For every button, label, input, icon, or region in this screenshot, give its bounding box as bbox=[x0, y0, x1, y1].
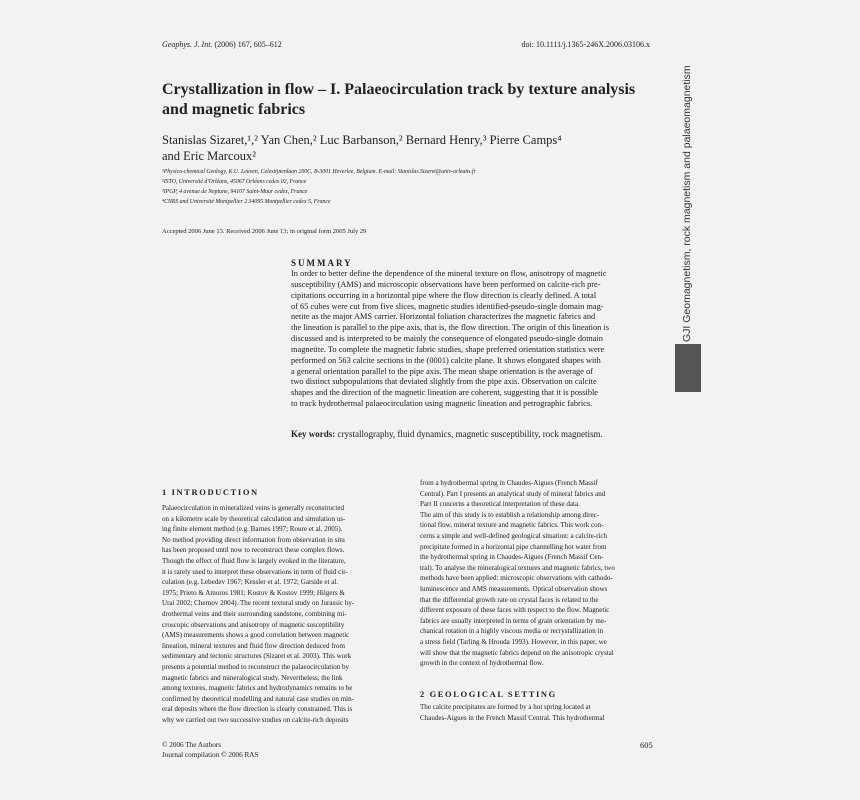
text-line: croscopic observations and anisotropy of magnetic susceptibility bbox=[162, 620, 345, 629]
summary-line: magnetite. To complete the magnetic fabric studies, shape preferred orientation statistics were bbox=[291, 344, 605, 354]
keywords-label: Key words: bbox=[291, 429, 336, 439]
geological-setting-text bbox=[420, 702, 656, 723]
text-line: the hydrothermal spring in Chaudes-Aigues (French Massif Cen- bbox=[420, 553, 604, 562]
text-line: will show that the magnetic fabrics depend on the anisotropic crystal bbox=[420, 648, 614, 657]
text-line: tral). To analyse the mineralogical textures and magnetic fabrics, two bbox=[420, 563, 615, 572]
text-line: No method providing direct information from observation in situ bbox=[162, 535, 345, 544]
text-line: drothermal veins and their surrounding sandstone, combining mi- bbox=[162, 609, 347, 618]
text-line: fabrics are usually interpreted in terms of grain orientation by me- bbox=[420, 616, 607, 625]
summary-line: to track hydrothermal palaeocirculation using magnetic lineation and petrographic fabrics. bbox=[291, 399, 593, 409]
text-line: among textures, magnetic fabrics and hydrodynamics remains to be bbox=[162, 684, 353, 693]
affiliation: ²ISTO, Université d'Orléans, 45067 Orléans cedex 02, France bbox=[162, 179, 307, 185]
text-line: Palaeocirculation in mineralized veins is generally reconstructed bbox=[162, 504, 344, 512]
summary-line: discussed and is interpreted to be mainly the consequence of elongated pseudo-single domain bbox=[291, 334, 603, 344]
text-line: culation (e.g. Lebedev 1967; Kessler et al. 1972; Garside et al. bbox=[162, 578, 339, 587]
footer-line: © 2006 The Authors bbox=[162, 741, 222, 749]
summary-heading: SUMMARY bbox=[291, 258, 353, 268]
summary-line: susceptibility (AMS) and microscopic observations have been performed on calcite-rich pre- bbox=[291, 279, 601, 289]
affiliation: ³IPGP, 4 avenue de Neptune, 94107 Saint-Maur cedex, France bbox=[162, 189, 308, 195]
text-line: tional flow, mineral texture and magnetic fabrics. This work con- bbox=[420, 521, 604, 530]
summary-line: netite as the major AMS carrier. Horizontal foliation characterizes the magnetic fabrics and bbox=[291, 312, 596, 322]
summary-text bbox=[291, 269, 657, 410]
summary-line: two distinct subpopulations that deviated slightly from the pipe axis. Observation on calcite bbox=[291, 377, 597, 387]
author-line: Stanislas Sizaret,¹,² Yan Chen,² Luc Barbanson,² Bernard Henry,³ Pierre Camps⁴ bbox=[162, 133, 562, 147]
journal-name: Geophys. J. Int. bbox=[162, 40, 213, 49]
text-line: 1975; Prieto & Amoros 1981; Kostov & Kostov 1999; Hilgers & bbox=[162, 588, 345, 597]
affiliation: ⁴CNRS and Université Montpellier 2 34095 Montpellier cedex 5, France bbox=[162, 199, 331, 205]
text-line: confirmed by theoretical modelling and natural case studies on min- bbox=[162, 694, 354, 703]
text-line: The aim of this study is to establish a relationship among direc- bbox=[420, 510, 600, 519]
doi: doi: 10.1111/j.1365-246X.2006.03106.x bbox=[521, 40, 650, 49]
keywords bbox=[291, 429, 603, 439]
section-heading-geological-setting: 2 GEOLOGICAL SETTING bbox=[420, 689, 557, 699]
text-line: chanical rotation in a highly viscous media or recrystallization in bbox=[420, 627, 603, 636]
text-line: different exposure of these faces with respect to the flow. Magnetic bbox=[420, 606, 610, 615]
author-line: and Eric Marcoux² bbox=[162, 149, 256, 163]
page-number: 605 bbox=[640, 740, 653, 750]
text-line: growth in the context of hydrothermal flow. bbox=[420, 659, 544, 668]
text-line: why we carried out two successive studies on calcite-rich deposits bbox=[162, 715, 349, 724]
text-line: magnetic fabrics and mineralogical study. Nevertheless, the link bbox=[162, 673, 343, 682]
text-line: eral deposits where the flow direction is clearly constrained. This is bbox=[162, 705, 353, 714]
text-line: cerns a simple and well-defined geological situation: a calcite-rich bbox=[420, 531, 608, 540]
journal-section-sidebar bbox=[675, 52, 701, 342]
accepted-date: Accepted 2006 June 13. Received 2006 June 13; in original form 2005 July 29 bbox=[162, 228, 367, 235]
text-line: (AMS) measurements shows a good correlation between magnetic bbox=[162, 631, 350, 640]
sidebar-label: GJI Geomagnetism, rock magnetism and palaeomagnetism bbox=[681, 65, 693, 342]
text-line: sedimentary and tectonic structures (Sizaret et al. 2003). This work bbox=[162, 652, 352, 661]
summary-line: of 65 cubes were cut from five slices, magnetic studies identified-pseudo-single domain mag- bbox=[291, 301, 604, 311]
summary-line: shapes and the direction of the magnetic lineation are coherent, suggesting that it is possible bbox=[291, 388, 599, 398]
column-two-text bbox=[420, 478, 656, 669]
sidebar-tab-block bbox=[675, 344, 701, 392]
text-line: it is rarely used to interpret these observations in term of fluid cir- bbox=[162, 567, 348, 576]
keywords-value: crystallography, fluid dynamics, magnetic susceptibility, rock magnetism. bbox=[337, 429, 603, 439]
text-line: Part II concerns a theoretical interpretation of these data. bbox=[420, 500, 580, 509]
text-line: presents a potential method to reconstruct the palaeocirculation by bbox=[162, 662, 350, 671]
title-line: Crystallization in flow – I. Palaeocirculation track by texture analysis bbox=[162, 81, 636, 98]
text-line: The calcite precipitates are formed by a hot spring located at bbox=[420, 703, 591, 711]
text-line: Though the effect of fluid flow is largely evoked in the literature, bbox=[162, 556, 346, 565]
text-line: a stress field (Tarling & Hrouda 1993). However, in this paper, we bbox=[420, 637, 607, 646]
section-heading-introduction: 1 INTRODUCTION bbox=[162, 487, 259, 497]
copyright-footer bbox=[162, 740, 259, 760]
text-line: luminescence and AMS measurements. Optical observation shows bbox=[420, 584, 608, 593]
summary-line: cipitations occurring in a horizontal pipe where the flow direction is clearly defined. A total bbox=[291, 290, 597, 300]
author-list bbox=[162, 132, 662, 164]
affiliations bbox=[162, 167, 662, 207]
text-line: lineation, mineral textures and fluid flow direction deduced from bbox=[162, 641, 345, 650]
text-line: from a hydrothermal spring in Chaudes-Aigues (French Massif bbox=[420, 479, 598, 487]
paper-title bbox=[162, 80, 662, 120]
summary-line: In order to better define the dependence of the mineral texture on flow, anisotropy of magnetic bbox=[291, 269, 607, 278]
affiliation: ¹Physico-chemical Geology, K.U. Leuven, Celestijnenlaan 200C, B-3001 Heverlee, Belgium. E-mail: Stanislas.Sizaret@univ-orleans.fr bbox=[162, 169, 476, 175]
summary-line: performed on 563 calcite sections in the (0001) calcite plane. It shows elongated shapes with bbox=[291, 355, 601, 365]
text-line: precipitate formed in a horizontal pipe channelling hot water from bbox=[420, 542, 607, 551]
text-line: that the differential growth rate on crystal faces is related to the bbox=[420, 595, 599, 604]
text-line: Central). Part I presents an analytical study of mineral fabrics and bbox=[420, 489, 606, 498]
summary-line: the lineation is parallel to the pipe axis, that is, the flow direction. The origin of this lineation is bbox=[291, 323, 609, 333]
footer-line: Journal compilation © 2006 RAS bbox=[162, 751, 259, 759]
text-line: has been proposed until now to reconstruct these complex flows. bbox=[162, 546, 345, 555]
text-line: Urai 2002; Chernov 2004). The recent textural study on Jurassic hy- bbox=[162, 599, 355, 608]
summary-line: a general orientation parallel to the pipe axis. The mean shape orientation is the average of bbox=[291, 366, 593, 376]
text-line: methods have been applied: microscopic observations with cathodo- bbox=[420, 574, 613, 583]
text-line: ing finite element method (e.g. Barnes 1997; Roure et al. 2005). bbox=[162, 525, 343, 534]
journal-citation bbox=[162, 40, 282, 49]
introduction-text bbox=[162, 503, 410, 725]
text-line: Chaudes-Aigues in the French Massif Central. This hydrothermal bbox=[420, 713, 605, 722]
title-line: and magnetic fabrics bbox=[162, 101, 306, 118]
text-line: on a kilometre scale by theoretical calculation and simulation us- bbox=[162, 514, 346, 523]
journal-volume: (2006) 167, 605–612 bbox=[214, 40, 282, 49]
